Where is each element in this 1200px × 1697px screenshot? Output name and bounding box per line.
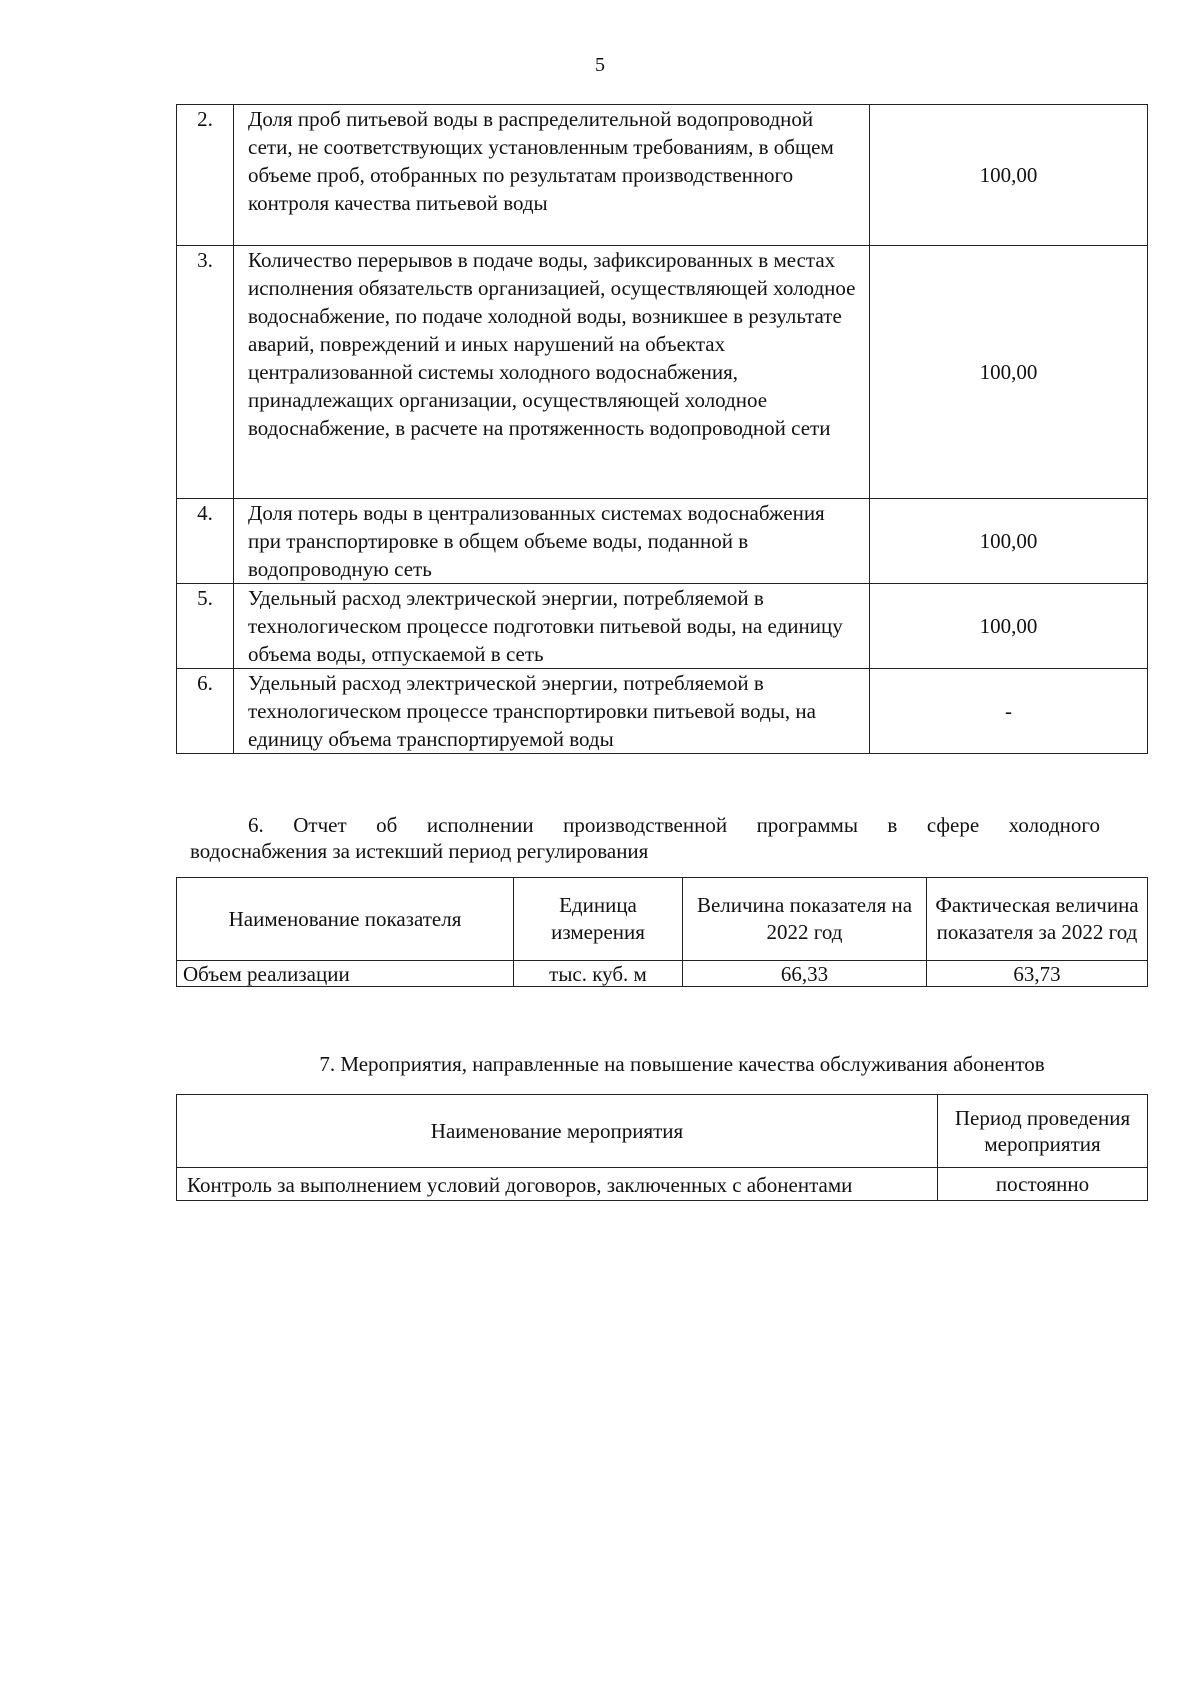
actual-value: 63,73 — [927, 961, 1148, 987]
measures-table — [176, 1094, 1148, 1201]
table-row — [177, 669, 1148, 754]
indicator-value: - — [870, 669, 1148, 754]
header-unit: Единица измерения — [514, 878, 683, 961]
section-7-title: 7. Мероприятия, направленные на повышение качества обслуживания абонентов — [319, 1052, 1045, 1076]
table-row — [177, 246, 1148, 499]
indicator-name: Количество перерывов в подаче воды, зафиксированных в местах исполнения обязательств организацией, осуществляющей холодное водоснабжение, по подаче холодной воды, возникшее в результате аварий, повреждений и иных нарушений на объектах централизованной системы холодного водоснабжения, принадлежащих организации, осуществляющей холодное водоснабжение, в расчете на протяженность водопроводной сети — [234, 246, 870, 499]
table-row — [177, 1168, 1148, 1201]
indicator-value: 100,00 — [870, 584, 1148, 669]
header-measure-name: Наименование мероприятия — [177, 1095, 938, 1168]
table-row — [177, 499, 1148, 584]
table-header-row — [177, 1095, 1148, 1168]
header-indicator-name: Наименование показателя — [177, 878, 514, 961]
indicator-value: 100,00 — [870, 499, 1148, 584]
indicator-name: Удельный расход электрической энергии, потребляемой в технологическом процессе подготовки питьевой воды, на единицу объема воды, отпускаемой в сеть — [234, 584, 870, 669]
table-row — [177, 961, 1148, 987]
page-number: 5 — [595, 54, 605, 76]
indicator-value: 100,00 — [870, 105, 1148, 246]
row-number: 5. — [177, 584, 234, 669]
header-actual-value: Фактическая величина показателя за 2022 год — [927, 878, 1148, 961]
row-number: 6. — [177, 669, 234, 754]
header-period: Период проведения мероприятия — [938, 1095, 1148, 1168]
table-row — [177, 584, 1148, 669]
measure-name: Контроль за выполнением условий договоров, заключенных с абонентами — [177, 1168, 938, 1201]
measure-period: постоянно — [938, 1168, 1148, 1201]
table-row — [177, 105, 1148, 246]
header-planned-value: Величина показателя на 2022 год — [683, 878, 927, 961]
indicator-value: 100,00 — [870, 246, 1148, 499]
row-number: 2. — [177, 105, 234, 246]
row-number: 3. — [177, 246, 234, 499]
table-header-row — [177, 878, 1148, 961]
indicators-table — [176, 104, 1148, 754]
report-table — [176, 877, 1148, 987]
unit: тыс. куб. м — [514, 961, 683, 987]
section-6-title-line2: водоснабжения за истекший период регулирования — [190, 839, 649, 863]
indicator-name: Удельный расход электрической энергии, потребляемой в технологическом процессе транспортировки питьевой воды, на единицу объема транспортируемой воды — [234, 669, 870, 754]
planned-value: 66,33 — [683, 961, 927, 987]
indicator-name: Доля проб питьевой воды в распределительной водопроводной сети, не соответствующих установленным требованиям, в общем объеме проб, отобранных по результатам производственного контроля качества питьевой воды — [234, 105, 870, 246]
indicator-name: Объем реализации — [177, 961, 514, 987]
section-6-title — [190, 812, 1100, 864]
row-number: 4. — [177, 499, 234, 584]
indicator-name: Доля потерь воды в централизованных системах водоснабжения при транспортировке в общем объеме воды, поданной в водопроводную сеть — [234, 499, 870, 584]
section-6-title-line1: 6. Отчет об исполнении производственной программы в сфере холодного — [248, 813, 1100, 837]
